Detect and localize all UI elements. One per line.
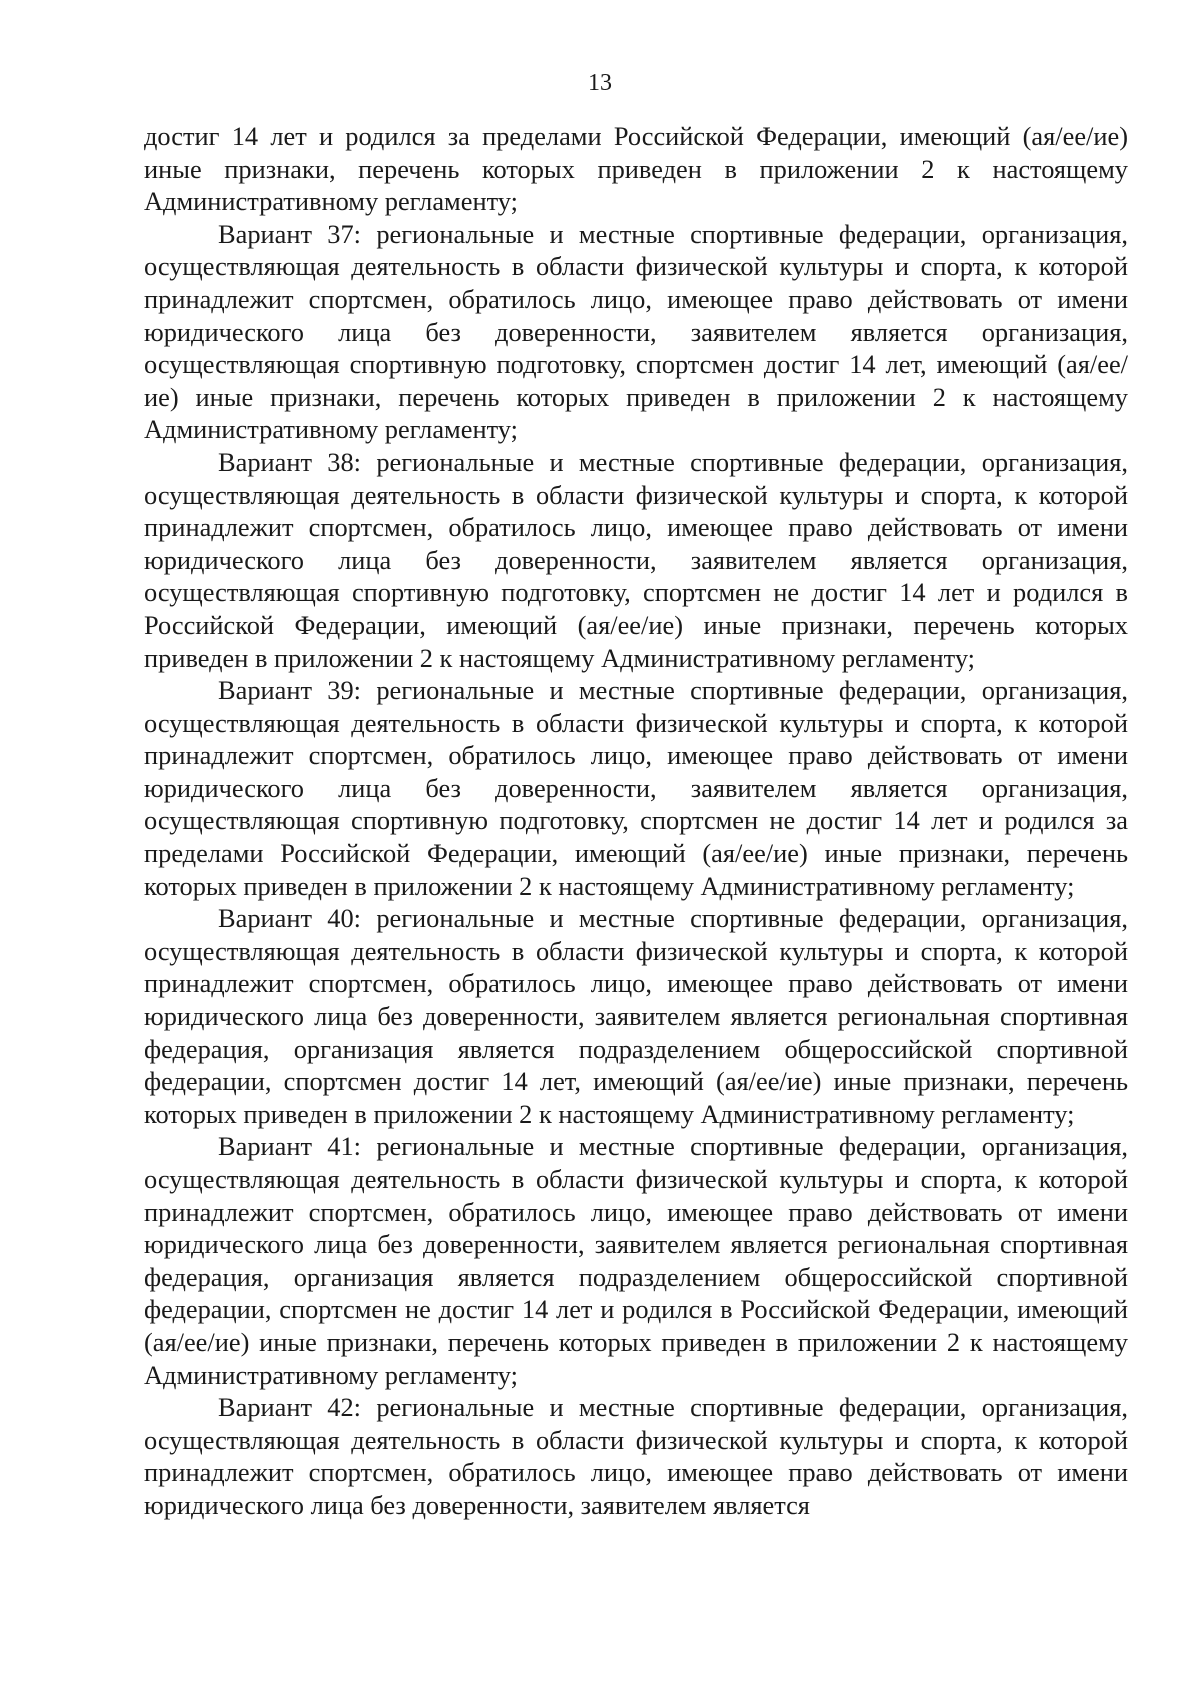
variant-label: Вариант 37: [218,218,362,249]
paragraph-variant-38 [144,446,1128,674]
variant-label: Вариант 39: [218,675,362,706]
variant-label: Вариант 41: [218,1131,362,1162]
variant-label: Вариант 42: [218,1392,362,1423]
paragraph-variant-40 [144,902,1128,1130]
page-number: 13 [588,70,612,96]
paragraph-text: региональные и местные спортивные федерации, организация, осуществляющая деятельность в области физической культуры и спорта, к которой принадлежит спортсмен, обратилось лицо, имеющее право действовать от имени юридического лица без доверенности, заявителем является [144,1392,1128,1520]
paragraph-continuation [144,120,1128,218]
paragraph-text: региональные и местные спортивные федерации, организация, осуществляющая деятельность в области физической культуры и спорта, к которой принадлежит спортсмен, обратилось лицо, имеющее право действовать от имени юридического лица без доверенности, заявителем является организация, осуществляющая спортивную подготовку, спортсмен не достиг 14 лет и родился за пределами Российской Федерации, имеющий (ая/ее/ие) иные признаки, перечень которых приведен в приложении 2 к настоящему Административному регламенту; [144,675,1128,901]
paragraph-text: региональные и местные спортивные федерации, организация, осуществляющая деятельность в области физической культуры и спорта, к которой принадлежит спортсмен, обратилось лицо, имеющее право действовать от имени юридического лица без доверенности, заявителем является организация, осуществляющая спортивную подготовку, спортсмен не достиг 14 лет и родился в Российской Федерации, имеющий (ая/ее/ие) иные признаки, перечень которых приведен в приложении 2 к настоящему Административному регламенту; [144,446,1128,673]
paragraph-variant-41 [144,1130,1128,1391]
variant-label: Вариант 38: [218,446,362,477]
variant-label: Вариант 40: [218,903,362,934]
paragraph-text: региональные и местные спортивные федерации, организация, осуществляющая деятельность в области физической культуры и спорта, к которой принадлежит спортсмен, обратилось лицо, имеющее право действовать от имени юридического лица без доверенности, заявителем является региональная спортивная федерация, организация является подразделением общероссийской спортивной федерации, спортсмен не достиг 14 лет и родился в Российской Федерации, имеющий (ая/ее/ие) иные признаки, перечень которых приведен в приложении 2 к настоящему Административному регламенту; [144,1131,1128,1390]
document-body [144,120,1128,1522]
paragraph-text: региональные и местные спортивные федерации, организация, осуществляющая деятельность в области физической культуры и спорта, к которой принадлежит спортсмен, обратилось лицо, имеющее право действовать от имени юридического лица без доверенности, заявителем является региональная спортивная федерация, организация является подразделением общероссийской спортивной федерации, спортсмен достиг 14 лет, имеющий (ая/ее/ие) иные признаки, перечень которых приведен в приложении 2 к настоящему Административному регламенту; [144,903,1128,1129]
paragraph-text: региональные и местные спортивные федерации, организация, осуществляющая деятельность в области физической культуры и спорта, к которой принадлежит спортсмен, обратилось лицо, имеющее право действовать от имени юридического лица без доверенности, заявителем является организация, осуществляющая спортивную подготовку, спортсмен достиг 14 лет, имеющий (ая/ее/ие) иные признаки, перечень которых приведен в приложении 2 к настоящему Административному регламенту; [144,218,1128,445]
paragraph-variant-42 [144,1391,1128,1521]
paragraph-text: достиг 14 лет и родился за пределами Российской Федерации, имеющий (ая/ее/ие) иные признаки, перечень которых приведен в приложении 2 к настоящему Административному регламенту; [144,121,1128,217]
paragraph-variant-39 [144,674,1128,902]
paragraph-variant-37 [144,218,1128,446]
